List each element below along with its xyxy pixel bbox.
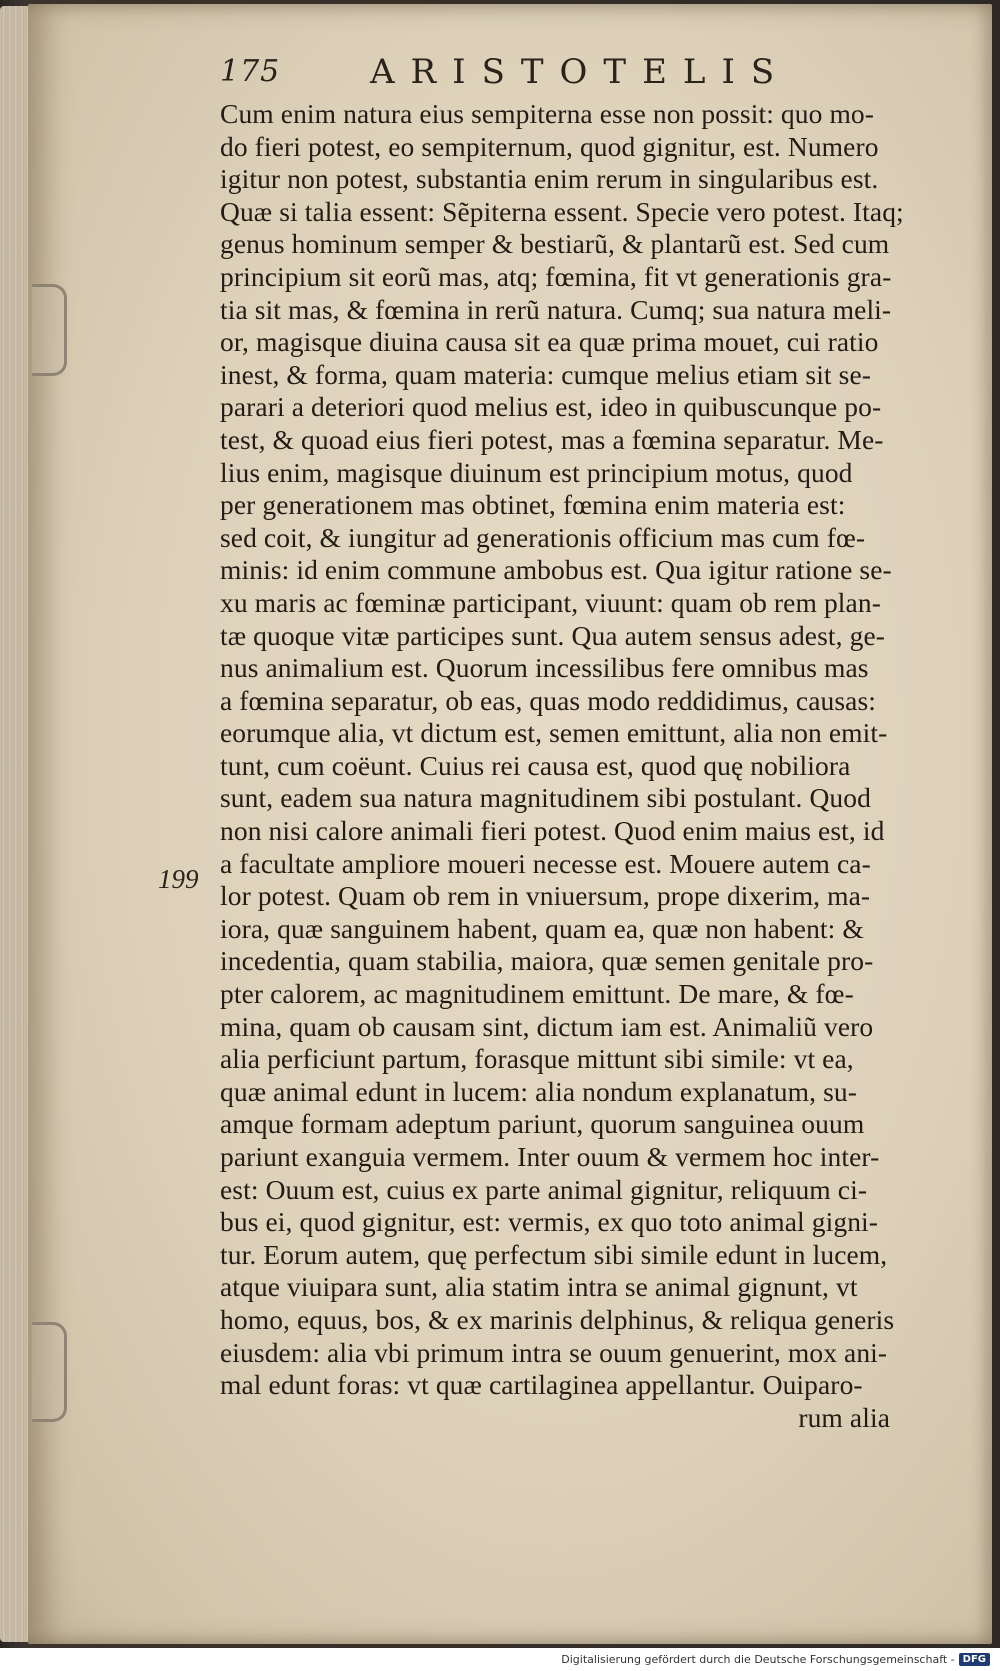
- text-line: tia sit mas, & fœmina in rerũ natura. Cumq; sua natura meli-: [220, 293, 892, 325]
- text-line: eorumque alia, vt dictum est, semen emittunt, alia non emit-: [220, 717, 888, 749]
- text-line: pariunt exanguia vermem. Inter ouum & vermem hoc inter-: [220, 1141, 880, 1172]
- text-line: bus ei, quod gignitur, est: vermis, ex quo toto animal gigni-: [220, 1206, 879, 1238]
- text-line: genus hominum semper & bestiarũ, & plantarũ est. Sed cum: [220, 228, 890, 260]
- page-number: 175: [220, 54, 281, 89]
- running-head: ARISTOTELIS: [370, 52, 791, 92]
- credit-text: Digitalisierung gefördert durch die Deutsche Forschungsgemeinschaft -: [561, 1652, 955, 1666]
- text-line: alia perficiunt partum, forasque mittunt sibi simile: vt ea,: [220, 1043, 854, 1075]
- text-line: test, & quoad eius fieri potest, mas a fœmina separatur. Me-: [220, 423, 884, 455]
- text-line: or, magisque diuina causa sit ea quæ prima mouet, cui ratio: [220, 326, 879, 358]
- text-line: mina, quam ob causam sint, dictum iam est. Animaliũ vero: [220, 1010, 874, 1042]
- text-line: parari a deteriori quod melius est, ideo in quibuscunque po-: [220, 391, 882, 423]
- text-line: Quæ si talia essent: Sẽpiterna essent. Specie vero potest. Itaq;: [220, 195, 904, 227]
- text-line: tur. Eorum autem, quę perfectum sibi simile edunt in lucem,: [220, 1238, 888, 1270]
- text-line: a facultate ampliore moueri necesse est. Mouere autem ca-: [220, 847, 871, 879]
- text-line: do fieri potest, eo sempiternum, quod gignitur, est. Numero: [220, 130, 879, 162]
- text-line: eiusdem: alia vbi primum intra se ouum genuerint, mox ani-: [220, 1336, 888, 1368]
- clasp-top: [32, 284, 67, 376]
- text-line: incedentia, quam stabilia, maiora, quæ semen genitale pro-: [220, 945, 874, 977]
- text-line: Cum enim natura eius sempiterna esse non possit: quo mo-: [220, 98, 875, 129]
- text-line: principium sit eorũ mas, atq; fœmina, fit vt generationis gra-: [220, 260, 892, 292]
- text-line: rum alia: [798, 1401, 890, 1433]
- text-line: non nisi calore animali fieri potest. Quod enim maius est, id: [220, 815, 885, 847]
- clasp-bottom: [32, 1322, 67, 1422]
- text-line: tæ quoque vitæ participes sunt. Qua autem sensus adest, ge-: [220, 619, 886, 651]
- text-line: sed coit, & iungitur ad generationis officium mas cum fœ-: [220, 521, 866, 553]
- text-line: nus animalium est. Quorum incessilibus fere omnibus mas: [220, 652, 869, 684]
- text-line: iora, quæ sanguinem habent, quam ea, quæ non habent: &: [220, 912, 864, 944]
- text-line: mal edunt foras: vt quæ cartilaginea appellantur. Ouiparo-: [220, 1369, 863, 1401]
- text-line: sunt, eadem sua natura magnitudinem sibi postulant. Quod: [220, 782, 871, 814]
- text-line: pter calorem, ac magnitudinem emittunt. De mare, & fœ-: [220, 978, 854, 1010]
- text-line: minis: id enim commune ambobus est. Qua igitur ratione se-: [220, 554, 892, 586]
- dfg-logo: DFG: [959, 1653, 990, 1666]
- text-line: atque viuipara sunt, alia statim intra se animal gignunt, vt: [220, 1271, 858, 1303]
- text-line: homo, equus, bos, & ex marinis delphinus, & reliqua generis: [220, 1303, 895, 1335]
- text-line: lor potest. Quam ob rem in vniuersum, prope dixerim, ma-: [220, 880, 871, 912]
- text-line: amque formam adeptum pariunt, quorum sanguinea ouum: [220, 1108, 865, 1140]
- margin-note: 199: [158, 864, 199, 894]
- text-line: inest, & forma, quam materia: cumque melius etiam sit se-: [220, 358, 872, 390]
- text-line: quæ animal edunt in lucem: alia nondum explanatum, su-: [220, 1075, 857, 1107]
- text-line: per generationem mas obtinet, fœmina enim materia est:: [220, 489, 846, 521]
- text-line: igitur non potest, substantia enim rerum in singularibus est.: [220, 163, 879, 195]
- text-line: a fœmina separatur, ob eas, quas modo reddidimus, causas:: [220, 684, 877, 716]
- text-line: tunt, cum coëunt. Cuius rei causa est, quod quę nobiliora: [220, 749, 851, 781]
- page-header: [200, 50, 900, 98]
- text-line: xu maris ac fœminæ participant, viuunt: quam ob rem plan-: [220, 586, 881, 618]
- footer-credit: [561, 1650, 990, 1668]
- body-text: [220, 98, 920, 1434]
- text-line: est: Ouum est, cuius ex parte animal gignitur, reliquum ci-: [220, 1173, 868, 1205]
- text-line: lius enim, magisque diuinum est principium motus, quod: [220, 456, 853, 488]
